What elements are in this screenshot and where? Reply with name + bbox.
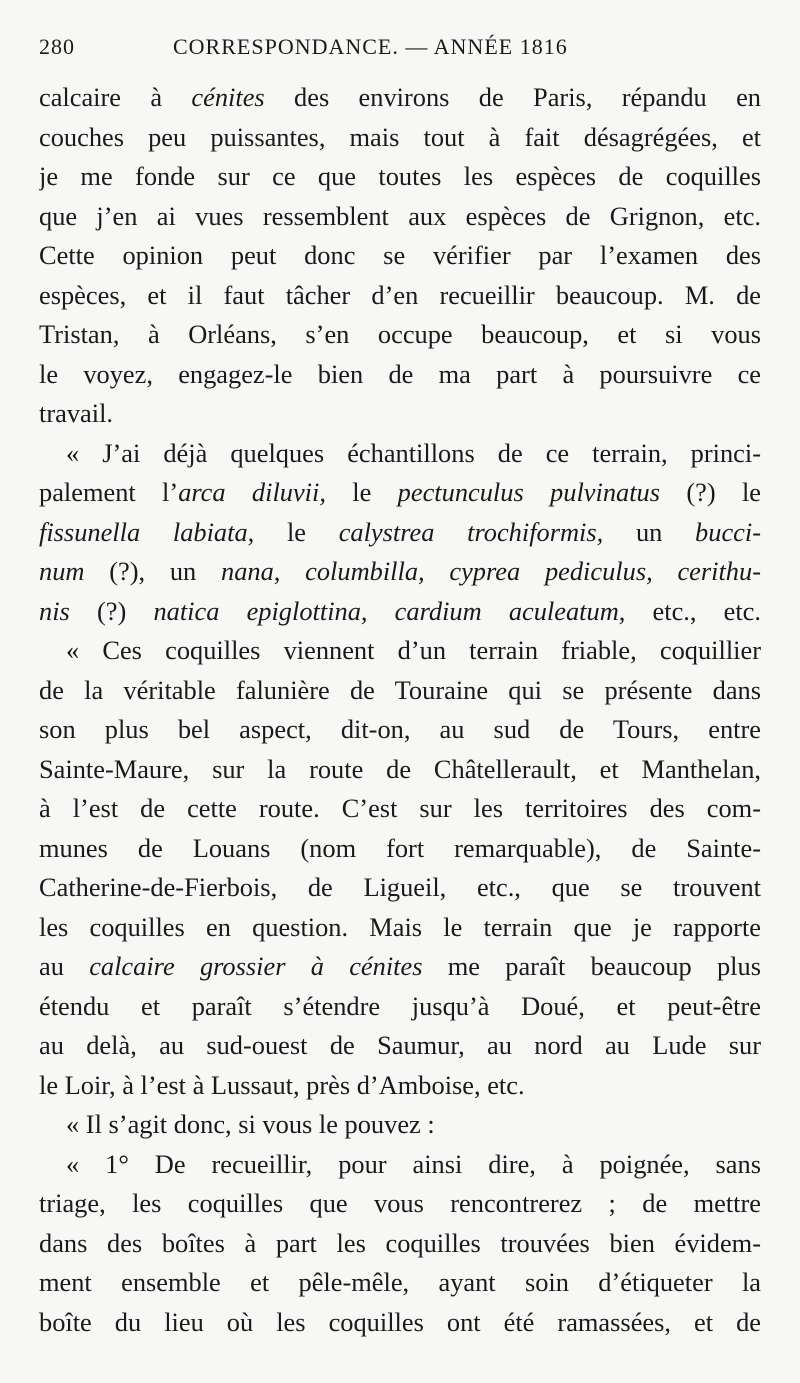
text-run: couches peu puissantes, mais tout à fait désagrégées, et	[39, 121, 761, 152]
text-run: etc., etc.	[625, 595, 761, 626]
text-run: Tristan, à Orléans, s’en occupe beaucoup, et si vous	[39, 319, 761, 349]
text-run: triage, les coquilles que vous rencontrerez ; de mettre	[39, 1188, 761, 1218]
text-run: le	[325, 477, 398, 507]
text-run: me paraît beaucoup plus	[422, 951, 761, 981]
text-run: (?) le	[660, 477, 761, 507]
text-run: calcaire à	[39, 82, 192, 112]
italic-text: natica epiglottina, cardium aculeatum,	[153, 595, 626, 626]
italic-text: calcaire grossier à cénites	[89, 951, 423, 981]
body-text	[39, 78, 761, 1342]
italic-text: pectunculus pulvinatus	[397, 477, 661, 507]
text-run: « J’ai déjà quelques échantillons de ce terrain, princi-	[66, 437, 761, 468]
text-run: « Ces coquilles viennent d’un terrain friable, coquillier	[66, 635, 761, 665]
text-line	[39, 1145, 761, 1185]
text-run: au	[39, 951, 90, 981]
text-line	[39, 434, 761, 474]
text-run: son plus bel aspect, dit-on, au sud de Tours, entre	[39, 714, 761, 744]
text-run: Cette opinion peut donc se vérifier par l’examen des	[39, 240, 761, 270]
italic-text: nana, columbilla, cyprea pediculus, cerithu-	[221, 556, 761, 586]
text-line	[39, 236, 761, 276]
text-run: le	[254, 516, 339, 547]
text-line	[39, 1263, 761, 1303]
text-run: le Loir, à l’est à Lussaut, près d’Amboise, etc.	[39, 1069, 525, 1100]
text-run: dans des boîtes à part les coquilles trouvées bien évidem-	[39, 1227, 761, 1258]
italic-text: fissunella labiata,	[39, 516, 255, 547]
text-run: (?), un	[84, 556, 221, 586]
text-line	[39, 1105, 761, 1145]
italic-text: nis	[39, 595, 70, 626]
italic-text: bucci-	[695, 516, 761, 547]
text-line	[39, 829, 761, 869]
text-line	[39, 355, 761, 395]
text-line	[39, 710, 761, 750]
text-run: palement l’	[39, 477, 179, 507]
text-run: des environs de Paris, répandu en	[264, 82, 761, 112]
text-run: espèces, et il faut tâcher d’en recueillir beaucoup. M. de	[39, 279, 761, 310]
text-line	[39, 513, 761, 553]
italic-text: calystrea trochiformis,	[338, 516, 604, 547]
text-line	[39, 118, 761, 158]
text-run: de la véritable falunière de Touraine qui se présente dans	[39, 674, 761, 705]
italic-text: arca diluvii,	[178, 477, 326, 507]
text-run: que j’en ai vues ressemblent aux espèces de Grignon, etc.	[39, 200, 761, 231]
text-line	[39, 947, 761, 987]
text-line	[39, 197, 761, 237]
text-run: le voyez, engagez-le bien de ma part à poursuivre ce	[39, 358, 761, 389]
text-run: « 1° De recueillir, pour ainsi dire, à poignée, sans	[66, 1148, 761, 1179]
text-line	[39, 78, 761, 118]
text-line	[39, 1303, 761, 1343]
running-title: CORRESPONDANCE. — ANNÉE 1816	[173, 34, 568, 59]
text-run: Sainte-Maure, sur la route de Châtellerault, et Manthelan,	[39, 753, 761, 784]
text-line	[39, 671, 761, 711]
italic-text: num	[39, 556, 85, 586]
text-run: un	[603, 516, 696, 547]
text-run: munes de Louans (nom fort remarquable), de Sainte-	[39, 832, 761, 863]
text-line	[39, 552, 761, 592]
text-line	[39, 276, 761, 316]
text-line	[39, 631, 761, 671]
text-line	[39, 1224, 761, 1264]
page-number: 280	[39, 34, 75, 59]
italic-text: cénites	[191, 82, 265, 112]
text-run: à l’est de cette route. C’est sur les territoires des com-	[39, 793, 761, 823]
text-run: travail.	[39, 398, 114, 428]
text-run: étendu et paraît s’étendre jusqu’à Doué, et peut-être	[39, 990, 761, 1021]
text-line	[39, 157, 761, 197]
text-run: au delà, au sud-ouest de Saumur, au nord au Lude sur	[39, 1030, 761, 1060]
text-run: je me fonde sur ce que toutes les espèces de coquilles	[39, 161, 761, 191]
text-line	[39, 908, 761, 948]
text-line	[39, 789, 761, 829]
text-run: Catherine-de-Fierbois, de Ligueil, etc., que se trouvent	[39, 872, 761, 902]
text-line	[39, 394, 761, 434]
text-line	[39, 1184, 761, 1224]
text-run: boîte du lieu où les coquilles ont été ramassées, et de	[39, 1306, 761, 1337]
running-header	[39, 34, 761, 64]
text-line	[39, 473, 761, 513]
text-line	[39, 1026, 761, 1066]
text-line	[39, 987, 761, 1027]
text-line	[39, 750, 761, 790]
text-run: les coquilles en question. Mais le terrain que je rapporte	[39, 911, 761, 942]
text-line	[39, 315, 761, 355]
text-line	[39, 868, 761, 908]
text-run: (?)	[69, 595, 154, 626]
text-line	[39, 592, 761, 632]
text-run: « Il s’agit donc, si vous le pouvez :	[66, 1109, 435, 1139]
text-run: ment ensemble et pêle-mêle, ayant soin d’étiqueter la	[39, 1267, 761, 1297]
text-line	[39, 1066, 761, 1106]
